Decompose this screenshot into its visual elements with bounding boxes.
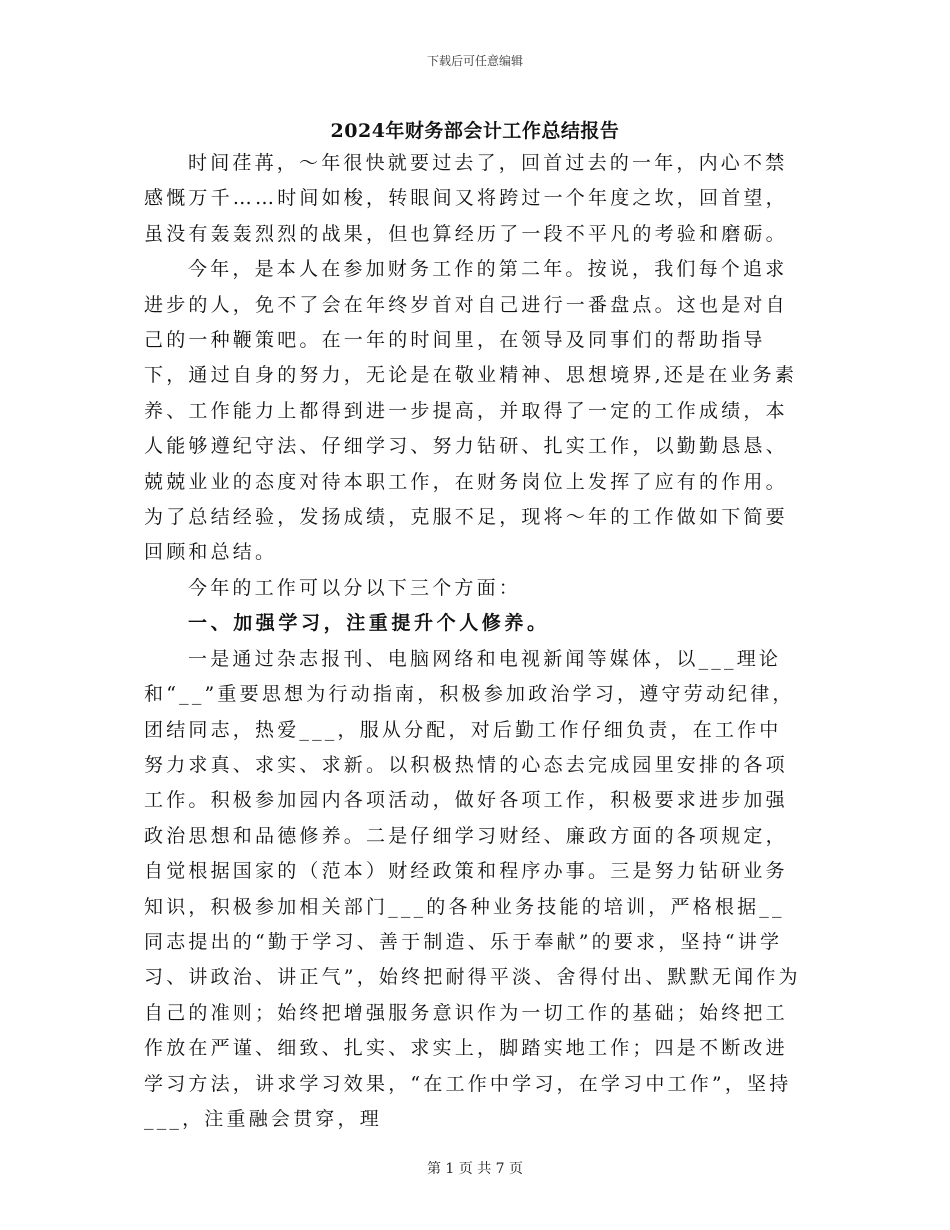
paragraph-overview: 今年，是本人在参加财务工作的第二年。按说，我们每个追求进步的人，免不了会在年终岁首对自己进行一番盘点。这也是对自己的一种鞭策吧。在一年的时间里，在领导及同事们的帮助指导下，通过自身的努力，无论是在敬业精神、思想境界,还是在业务素养、工作能力上都得到进一步提高，并取得了一定的工作成绩，本人能够遵纪守法、仔细学习、努力钻研、扎实工作，以勤勤恳恳、兢兢业业的态度对待本职工作，在财务岗位上发挥了应有的作用。为了总结经验，发扬成绩，克服不足，现将～年的工作做如下简要回顾和总结。 — [144, 258, 798, 564]
paragraph-intro: 时间荏苒，～年很快就要过去了，回首过去的一年，内心不禁感慨万千……时间如梭，转眼间又将跨过一个年度之坎，回首望，虽没有轰轰烈烈的战果，但也算经历了一段不平凡的考验和磨砺。 — [144, 152, 788, 245]
paragraph-study: 一是通过杂志报刊、电脑网络和电视新闻等媒体，以___理论和“__”重要思想为行动指南，积极参加政治学习，遵守劳动纪律，团结同志，热爱___，服从分配，对后勤工作仔细负责，在工作中努力求真、求实、求新。以积极热情的心态去完成园里安排的各项工作。积极参加园内各项活动，做好各项工作，积极要求进步加强政治思想和品德修养。二是仔细学习财经、廉政方面的各项规定，自觉根据国家的（范本）财经政策和程序办事。三是努力钻研业务知识，积极参加相关部门___的各种业务技能的培训，严格根据__同志提出的“勤于学习、善于制造、乐于奉献”的要求，坚持“讲学习、讲政治、讲正气”，始终把耐得平淡、舍得付出、默默无闻作为自己的准则；始终把增强服务意识作为一切工作的基础；始终把工作放在严谨、细致、扎实、求实上，脚踏实地工作；四是不断改进学习方法，讲求学习效果，“在工作中学习，在学习中工作”，坚持___，注重融会贯穿，理 — [144, 647, 801, 1130]
page-number-footer: 第 1 页 共 7 页 — [426, 1161, 524, 1177]
section-heading-1: 一、加强学习，注重提升个人修养。 — [188, 612, 550, 635]
document-title: 2024年财务部会计工作总结报告 — [330, 120, 620, 142]
document-body — [144, 146, 802, 1137]
paragraph-aspects: 今年的工作可以分以下三个方面： — [188, 576, 522, 599]
page-header-note: 下载后可任意编辑 — [426, 54, 523, 68]
